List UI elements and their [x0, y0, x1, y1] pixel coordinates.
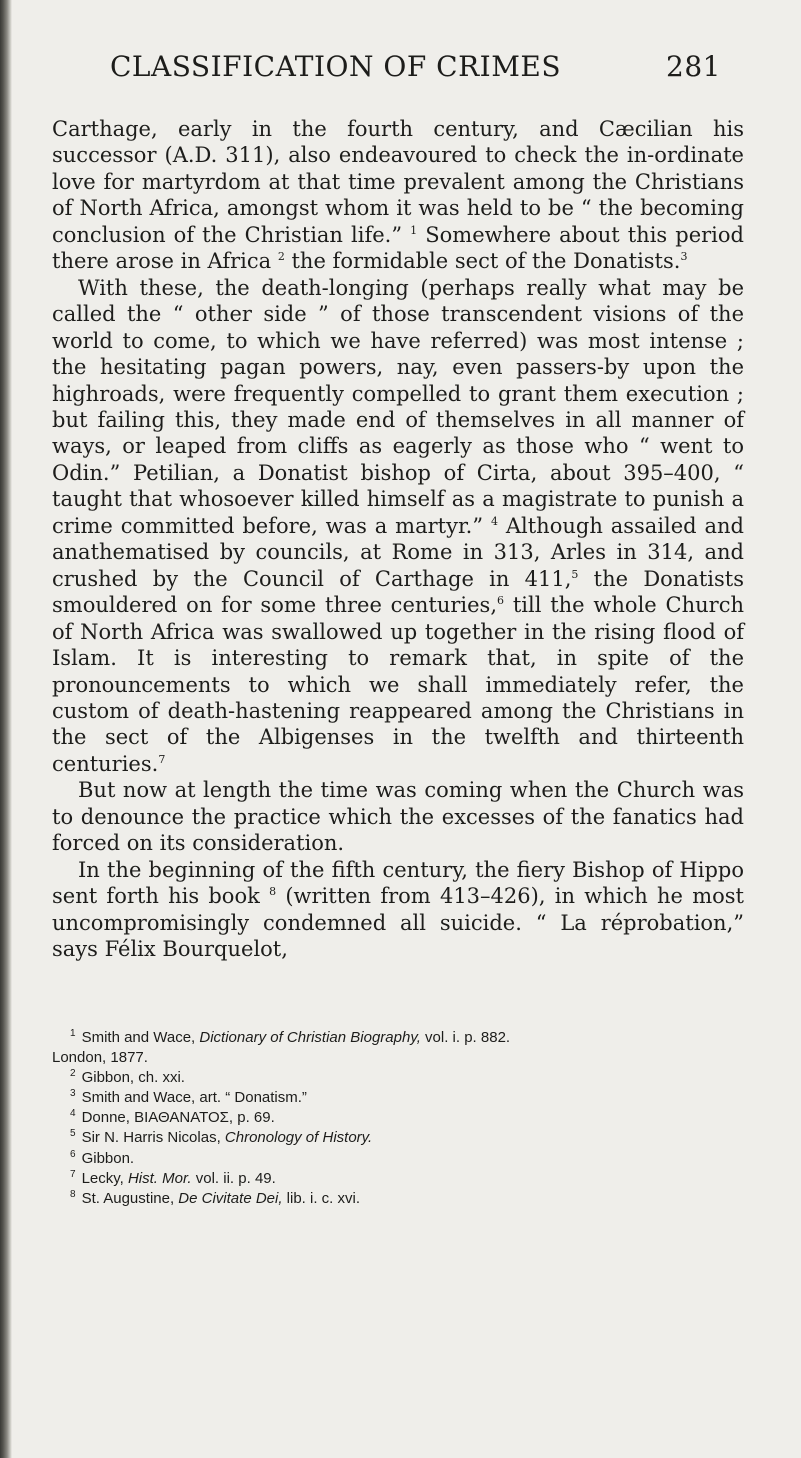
footnote — [52, 1028, 744, 1048]
text-run: vol. ii. p. 49. — [191, 1169, 276, 1187]
body-text — [52, 116, 744, 963]
footnote — [52, 1189, 744, 1209]
footnote-reference: 3 — [680, 250, 688, 264]
text-run: Carthage, early in the fourth century, and Cæcilian his successor ( — [52, 117, 744, 168]
footnote-number: 6 — [70, 1148, 76, 1160]
text-run: vol. i. p. 882. — [420, 1029, 511, 1046]
running-title: CLASSIFICATION OF CRIMES — [110, 50, 562, 83]
footnote-reference: 2 — [277, 250, 285, 264]
book-binding-edge — [0, 0, 12, 1458]
text-run: But now at length the time was coming when the Church was to denounce the practice which the excesses of the fanatics had forced on its consideration. — [52, 778, 744, 856]
footnote-reference: 6 — [497, 594, 504, 608]
text-run: the formidable sect of the Donatists. — [284, 249, 681, 274]
text-run: the Donatists smouldered on for some three centuries, — [52, 566, 744, 618]
footnote-number: 1 — [70, 1028, 76, 1039]
text-run: In the beginning of the fifth century, the fiery Bishop of Hippo sent forth his book — [52, 857, 744, 909]
footnote-number: 8 — [70, 1188, 76, 1200]
footnote — [52, 1108, 744, 1128]
text-run: lib. i. c. xvi. — [282, 1189, 361, 1207]
page-number: 281 — [666, 50, 721, 83]
text-run: Gibbon, ch. xxi. — [81, 1069, 185, 1087]
footnote-number: 5 — [70, 1128, 76, 1140]
italic-title: Hist. Mor. — [127, 1169, 192, 1187]
footnotes — [52, 1028, 744, 1209]
text-run: London, 1877. — [52, 1049, 148, 1067]
footnote-number: 4 — [70, 1108, 76, 1120]
paragraph — [52, 777, 744, 856]
footnote — [52, 1088, 744, 1108]
paragraph — [52, 275, 744, 778]
text-run: With these, the death-longing (perhaps really what may be called the “ other side ” of those transcendent visions of the world to come, to which we have referred) was most intense ; the hesitating pagan powers, nay, even passers-by upon the highroads, were frequently compelled to grant them execution ; but failing this, they made end of themselves in all manner of ways, or leaped from cliffs as eagerly as those who “ went to Odin.” Petilian, a Donatist bishop of Cirta, about 395–400, “ taught that whosoever killed himself as a magistrate to punish a crime committed before, was a martyr.” — [52, 275, 744, 538]
text-run: till the whole Church of North Africa was swallowed up together in the rising flood of Islam. It is interesting to remark that, in spite of the pronouncements to which we shall immediately refer, the custom of death-hastening reappeared among the Christians in the sect of the Albigenses in the twelfth and thirteenth centuries. — [52, 593, 744, 776]
footnote — [52, 1128, 744, 1148]
footnote-reference: 1 — [410, 223, 418, 237]
text-run: Donne, ΒΙΑΘΑΝΑΤΟΣ, p. 69. — [81, 1109, 275, 1127]
text-run: Sir N. Harris Nicolas, — [81, 1129, 225, 1147]
text-run: Smith and Wace, — [81, 1029, 200, 1046]
footnote-reference: 4 — [490, 514, 498, 528]
footnote-reference: 8 — [269, 885, 277, 899]
italic-title: De Civitate Dei, — [178, 1189, 283, 1207]
footnote-number: 2 — [70, 1068, 76, 1080]
footnote-reference: 5 — [571, 567, 579, 581]
italic-title: Chronology of History. — [224, 1129, 373, 1147]
text-run: St. Augustine, — [81, 1189, 179, 1207]
footnote-number: 7 — [70, 1168, 76, 1180]
footnote-reference: 7 — [158, 752, 166, 766]
footnote — [52, 1149, 744, 1169]
text-run: Somewhere about this period there arose in Africa — [52, 222, 744, 274]
footnote-number: 3 — [70, 1088, 76, 1100]
text-run: Gibbon. — [81, 1149, 135, 1167]
paragraph — [52, 116, 744, 275]
text-run: 311), also endeavoured to check the in-ordinate love for martyrdom at that time prevalent among the Christians of North Africa, amongst whom it was held to be “ the becoming conclusion of the Christian life.” — [52, 143, 744, 247]
footnote — [52, 1068, 744, 1088]
small-caps-text: A.D. — [172, 143, 218, 168]
text-run: Lecky, — [81, 1169, 128, 1187]
text-run: Smith and Wace, art. “ Donatism.” — [81, 1089, 307, 1107]
italic-title: Dictionary of Christian Biography, — [199, 1029, 421, 1046]
text-run: Although assailed and anathematised by councils, at Rome in 313, Arles in 314, and crushed by the Council of Carthage in 411, — [52, 513, 744, 591]
footnote — [52, 1169, 744, 1189]
footnote — [52, 1048, 744, 1068]
text-run: (written from 413–426), in which he most uncompromisingly condemned all suicide. “ La réprobation,” says Félix Bourquelot, — [52, 884, 744, 962]
paragraph — [52, 857, 744, 963]
